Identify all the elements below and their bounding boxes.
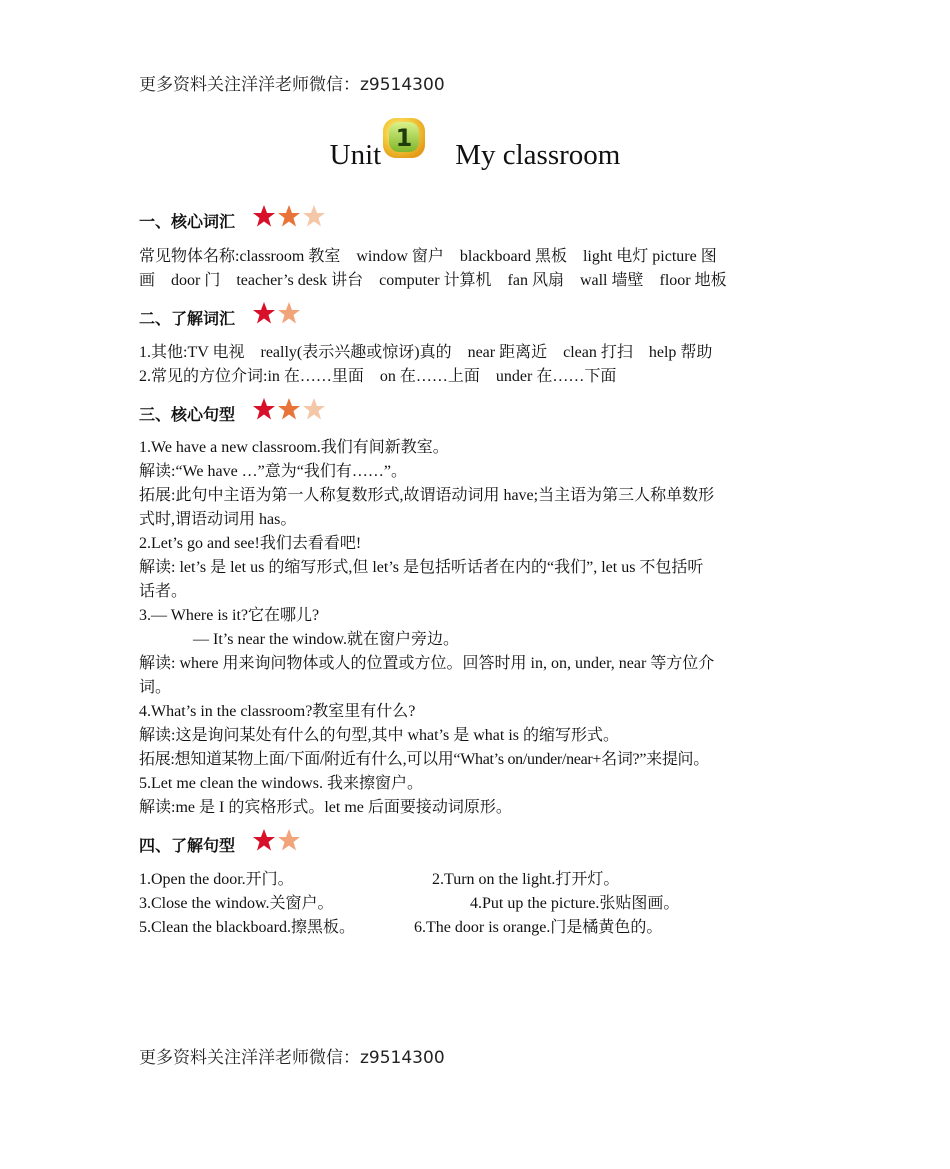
core-vocab-line: 常见物体名称:classroom 教室 window 窗户 blackboard 黑板 light 电灯 picture 图	[139, 248, 717, 265]
star-full-icon	[252, 397, 276, 421]
section-heading-extra-vocab	[139, 305, 301, 329]
extra-sentence-item: 4.Put up the picture.张贴图画。	[470, 895, 680, 912]
page-title	[0, 122, 950, 172]
core-sentence-line: 解读:这是询问某处有什么的句型,其中 what’s 是 what is 的缩写形式。	[139, 727, 619, 744]
star-half-icon	[302, 397, 326, 421]
unit-number-badge	[381, 116, 427, 160]
star-half-icon	[302, 204, 326, 228]
core-sentence-line: 式时,谓语动词用 has。	[139, 511, 297, 528]
section-heading-text: 一、核心词汇	[139, 211, 236, 231]
star-full-icon	[252, 828, 276, 852]
extra-sentence-item: 1.Open the door.开门。	[139, 871, 294, 888]
core-sentence-line: 话者。	[139, 583, 188, 600]
extra-sentence-item: 3.Close the window.关窗户。	[139, 895, 334, 912]
section-heading-core-vocab	[139, 208, 326, 232]
core-sentence-line: 4.What’s in the classroom?教室里有什么?	[139, 703, 416, 720]
core-sentence-line: 词。	[139, 679, 172, 696]
header-note: 更多资料关注洋洋老师微信：z9514300	[139, 75, 445, 95]
footer-note: 更多资料关注洋洋老师微信：z9514300	[139, 1048, 445, 1068]
star-half-icon	[277, 828, 301, 852]
core-sentence-line: — It’s near the window.就在窗户旁边。	[193, 631, 460, 648]
extra-vocab-line: 2.常见的方位介词:in 在……里面 on 在……上面 under 在……下面	[139, 368, 617, 385]
extra-vocab-line: 1.其他:TV 电视 really(表示兴趣或惊讶)真的 near 距离近 clean 打扫 help 帮助	[139, 344, 713, 361]
section-heading-text: 三、核心句型	[139, 404, 236, 424]
star-rating	[252, 828, 301, 852]
core-sentence-line: 拓展:想知道某物上面/下面/附近有什么,可以用“What’s on/under/near+名词?”来提问。	[139, 751, 709, 768]
star-full-icon	[252, 301, 276, 325]
section-heading-text: 二、了解词汇	[139, 308, 236, 328]
star-full-icon	[252, 204, 276, 228]
star-half-icon	[277, 301, 301, 325]
core-sentence-line: 1.We have a new classroom.我们有间新教室。	[139, 439, 449, 456]
section-heading-extra-sentences	[139, 832, 301, 856]
star-rating	[252, 301, 301, 325]
unit-number: 1	[395, 124, 413, 152]
core-sentence-line: 解读: where 用来询问物体或人的位置或方位。回答时用 in, on, under, near 等方位介	[139, 655, 715, 672]
core-sentence-line: 拓展:此句中主语为第一人称复数形式,故谓语动词用 have;当主语为第三人称单数形	[139, 487, 715, 504]
extra-sentence-item: 5.Clean the blackboard.擦黑板。	[139, 919, 355, 936]
section-heading-core-sentences	[139, 401, 326, 425]
core-sentence-line: 5.Let me clean the windows. 我来擦窗户。	[139, 775, 423, 792]
core-sentence-line: 解读: let’s 是 let us 的缩写形式,但 let’s 是包括听话者在内的“我们”, let us 不包括听	[139, 559, 704, 576]
title-name: My classroom	[455, 139, 621, 171]
star-full-icon	[277, 204, 301, 228]
core-sentence-line: 2.Let’s go and see!我们去看看吧!	[139, 535, 362, 552]
extra-sentence-item: 6.The door is orange.门是橘黄色的。	[414, 919, 663, 936]
core-sentence-line: 解读:me 是 I 的宾格形式。let me 后面要接动词原形。	[139, 799, 512, 816]
core-vocab-line: 画 door 门 teacher’s desk 讲台 computer 计算机 fan 风扇 wall 墙壁 floor 地板	[139, 272, 727, 289]
star-full-icon	[277, 397, 301, 421]
extra-sentence-item: 2.Turn on the light.打开灯。	[432, 871, 620, 888]
core-sentence-line: 3.— Where is it?它在哪儿?	[139, 607, 320, 624]
core-sentence-line: 解读:“We have …”意为“我们有……”。	[139, 463, 407, 480]
section-heading-text: 四、了解句型	[139, 835, 236, 855]
title-unit: Unit	[329, 139, 382, 171]
star-rating	[252, 204, 326, 228]
star-rating	[252, 397, 326, 421]
